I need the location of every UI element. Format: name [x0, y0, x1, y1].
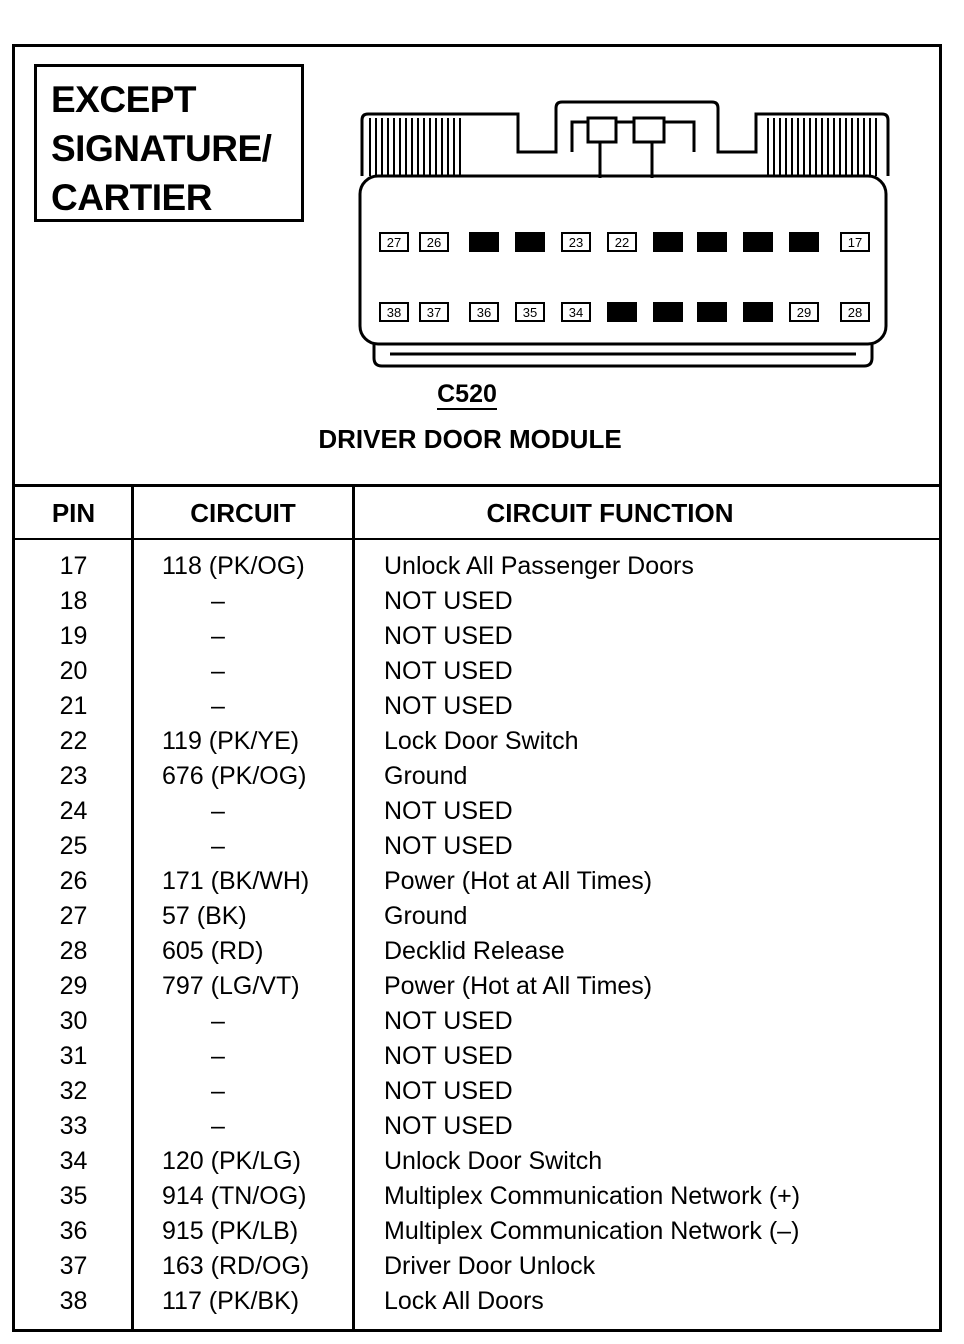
circuit-code: – [211, 1007, 225, 1035]
pin-cavity-label: 29 [796, 305, 812, 320]
pin-cavity-23 [562, 233, 590, 251]
pin-cavity-32 [654, 303, 682, 321]
pin-number: 26 [59, 867, 88, 895]
table-row [0, 829, 940, 864]
pin-cavity-label: 28 [847, 305, 863, 320]
latch-window-right [634, 118, 664, 142]
circuit-code: 914 (TN/OG) [162, 1182, 307, 1210]
circuit-function: NOT USED [384, 587, 513, 615]
circuit-code: 676 (PK/OG) [162, 762, 307, 790]
pin-cavity-29 [790, 303, 818, 321]
shell-ribs-right [768, 118, 876, 176]
table-row [0, 654, 940, 689]
pin-number: 32 [59, 1077, 88, 1105]
pin-number: 25 [59, 832, 88, 860]
variant-line-1: EXCEPT [51, 79, 197, 120]
column-header-circuit: CIRCUIT [190, 498, 296, 528]
connector-face-diagram [350, 96, 896, 372]
pin-row-bottom [380, 303, 869, 321]
pin-cavity-21 [654, 233, 682, 251]
circuit-function: Driver Door Unlock [384, 1252, 596, 1280]
pin-cavity-35 [516, 303, 544, 321]
connector-name: DRIVER DOOR MODULE [318, 424, 622, 454]
circuit-function: Ground [384, 902, 468, 930]
circuit-code: 119 (PK/YE) [162, 727, 300, 755]
pin-number: 22 [59, 727, 88, 755]
pin-cavity-label: 23 [568, 235, 584, 250]
circuit-code: – [211, 1112, 225, 1140]
circuit-code: – [211, 1042, 225, 1070]
circuit-code: 120 (PK/LG) [162, 1147, 301, 1175]
circuit-function: NOT USED [384, 832, 513, 860]
circuit-function: Power (Hot at All Times) [384, 972, 653, 1000]
pin-cavity-label: 32 [660, 305, 676, 320]
pin-cavity-label: 31 [704, 305, 720, 320]
circuit-code: 57 (BK) [162, 902, 247, 930]
pin-number: 36 [59, 1217, 88, 1245]
table-row [0, 689, 940, 724]
pin-cavity-19 [744, 233, 772, 251]
column-header-pin: PIN [51, 498, 96, 528]
circuit-function: NOT USED [384, 1112, 513, 1140]
pin-cavity-label: 34 [568, 305, 584, 320]
table-row [0, 899, 940, 934]
variant-line-3: CARTIER [51, 177, 212, 218]
pin-number: 23 [59, 762, 88, 790]
vehicle-variant-box [34, 64, 304, 222]
circuit-code: 117 (PK/BK) [162, 1287, 300, 1315]
table-row [0, 934, 940, 969]
circuit-function: Lock All Doors [384, 1287, 544, 1315]
circuit-code: – [211, 692, 225, 720]
table-row [0, 1249, 940, 1284]
pin-cavity-33 [608, 303, 636, 321]
pin-number: 28 [59, 937, 88, 965]
table-row [0, 549, 940, 584]
pin-cavity-28 [841, 303, 869, 321]
section-divider [12, 484, 942, 487]
pin-cavity-18 [790, 233, 818, 251]
latch-stem [600, 142, 652, 178]
circuit-code: 118 (PK/OG) [162, 552, 305, 580]
pin-number: 19 [59, 622, 88, 650]
table-row [0, 969, 940, 1004]
pin-number: 29 [59, 972, 88, 1000]
connector-id-label [0, 380, 934, 410]
pin-number: 33 [59, 1112, 88, 1140]
pin-cavity-38 [380, 303, 408, 321]
variant-line-2: SIGNATURE/ [51, 128, 272, 169]
circuit-code: – [211, 657, 225, 685]
circuit-function: NOT USED [384, 622, 513, 650]
circuit-code: 163 (RD/OG) [162, 1252, 310, 1280]
circuit-function: Multiplex Communication Network (–) [384, 1217, 800, 1245]
table-row [0, 1179, 940, 1214]
pin-cavity-label: 27 [386, 235, 402, 250]
pin-number: 35 [59, 1182, 88, 1210]
circuit-code: – [211, 797, 225, 825]
pin-cavity-25 [470, 233, 498, 251]
pin-number: 31 [59, 1042, 88, 1070]
pin-cavity-24 [516, 233, 544, 251]
pin-row-top [380, 233, 869, 251]
table-row [0, 864, 940, 899]
circuit-function: NOT USED [384, 1007, 513, 1035]
circuit-code: 915 (PK/LB) [162, 1217, 299, 1245]
circuit-function: NOT USED [384, 692, 513, 720]
pin-cavity-27 [380, 233, 408, 251]
pin-cavity-37 [420, 303, 448, 321]
circuit-function: NOT USED [384, 1042, 513, 1070]
pin-cavity-36 [470, 303, 498, 321]
pin-cavity-label: 26 [426, 235, 442, 250]
table-row [0, 1039, 940, 1074]
pin-number: 27 [59, 902, 88, 930]
circuit-code: – [211, 622, 225, 650]
circuit-code: – [211, 1077, 225, 1105]
pin-cavity-label: 37 [426, 305, 442, 320]
pin-number: 18 [59, 587, 88, 615]
pin-cavity-label: 25 [476, 235, 492, 250]
pin-number: 17 [59, 552, 88, 580]
pin-number: 38 [59, 1287, 88, 1315]
column-header-function: CIRCUIT FUNCTION [486, 498, 734, 528]
table-row [0, 619, 940, 654]
table-row [0, 1284, 940, 1319]
shell-ribs-left [370, 118, 460, 176]
pin-cavity-30 [744, 303, 772, 321]
circuit-function: Ground [384, 762, 468, 790]
circuit-code: 171 (BK/WH) [162, 867, 310, 895]
pin-cavity-label: 30 [750, 305, 766, 320]
circuit-code: – [211, 832, 225, 860]
circuit-function: NOT USED [384, 797, 513, 825]
latch-window-left [588, 118, 616, 142]
pin-cavity-label: 35 [522, 305, 538, 320]
table-row [0, 724, 940, 759]
pin-number: 20 [59, 657, 88, 685]
pin-cavity-17 [841, 233, 869, 251]
pin-number: 24 [59, 797, 88, 825]
pin-cavity-label: 22 [614, 235, 630, 250]
pin-cavity-label: 17 [847, 235, 863, 250]
circuit-code: – [211, 587, 225, 615]
circuit-function: Multiplex Communication Network (+) [384, 1182, 801, 1210]
circuit-function: Decklid Release [384, 937, 565, 965]
pin-number: 34 [59, 1147, 88, 1175]
pin-cavity-label: 36 [476, 305, 492, 320]
table-row [0, 1144, 940, 1179]
table-row [0, 1004, 940, 1039]
table-row [0, 1109, 940, 1144]
pin-cavity-20 [698, 233, 726, 251]
pin-cavity-label: 20 [704, 235, 720, 250]
table-row [0, 794, 940, 829]
circuit-function: Unlock All Passenger Doors [384, 552, 694, 580]
pin-cavity-31 [698, 303, 726, 321]
pin-cavity-label: 18 [796, 235, 812, 250]
pin-number: 21 [59, 692, 88, 720]
circuit-function: Lock Door Switch [384, 727, 579, 755]
circuit-code: 797 (LG/VT) [162, 972, 300, 1000]
circuit-function: Unlock Door Switch [384, 1147, 603, 1175]
circuit-function: Power (Hot at All Times) [384, 867, 653, 895]
pin-cavity-label: 38 [386, 305, 402, 320]
pin-number: 37 [59, 1252, 88, 1280]
header-divider [12, 538, 942, 540]
pinout-table-body [0, 549, 940, 1319]
table-row [0, 1214, 940, 1249]
pin-cavity-label: 21 [660, 235, 676, 250]
connector-id: C520 [437, 380, 497, 408]
circuit-function: NOT USED [384, 657, 513, 685]
pin-number: 30 [59, 1007, 88, 1035]
table-row [0, 1074, 940, 1109]
table-row [0, 759, 940, 794]
table-row [0, 584, 940, 619]
pin-cavity-26 [420, 233, 448, 251]
circuit-function: NOT USED [384, 1077, 513, 1105]
pin-cavity-label: 33 [614, 305, 630, 320]
pin-cavity-34 [562, 303, 590, 321]
pin-cavity-label: 19 [750, 235, 766, 250]
pin-cavity-22 [608, 233, 636, 251]
circuit-code: 605 (RD) [162, 937, 264, 965]
pin-cavity-label: 24 [522, 235, 538, 250]
